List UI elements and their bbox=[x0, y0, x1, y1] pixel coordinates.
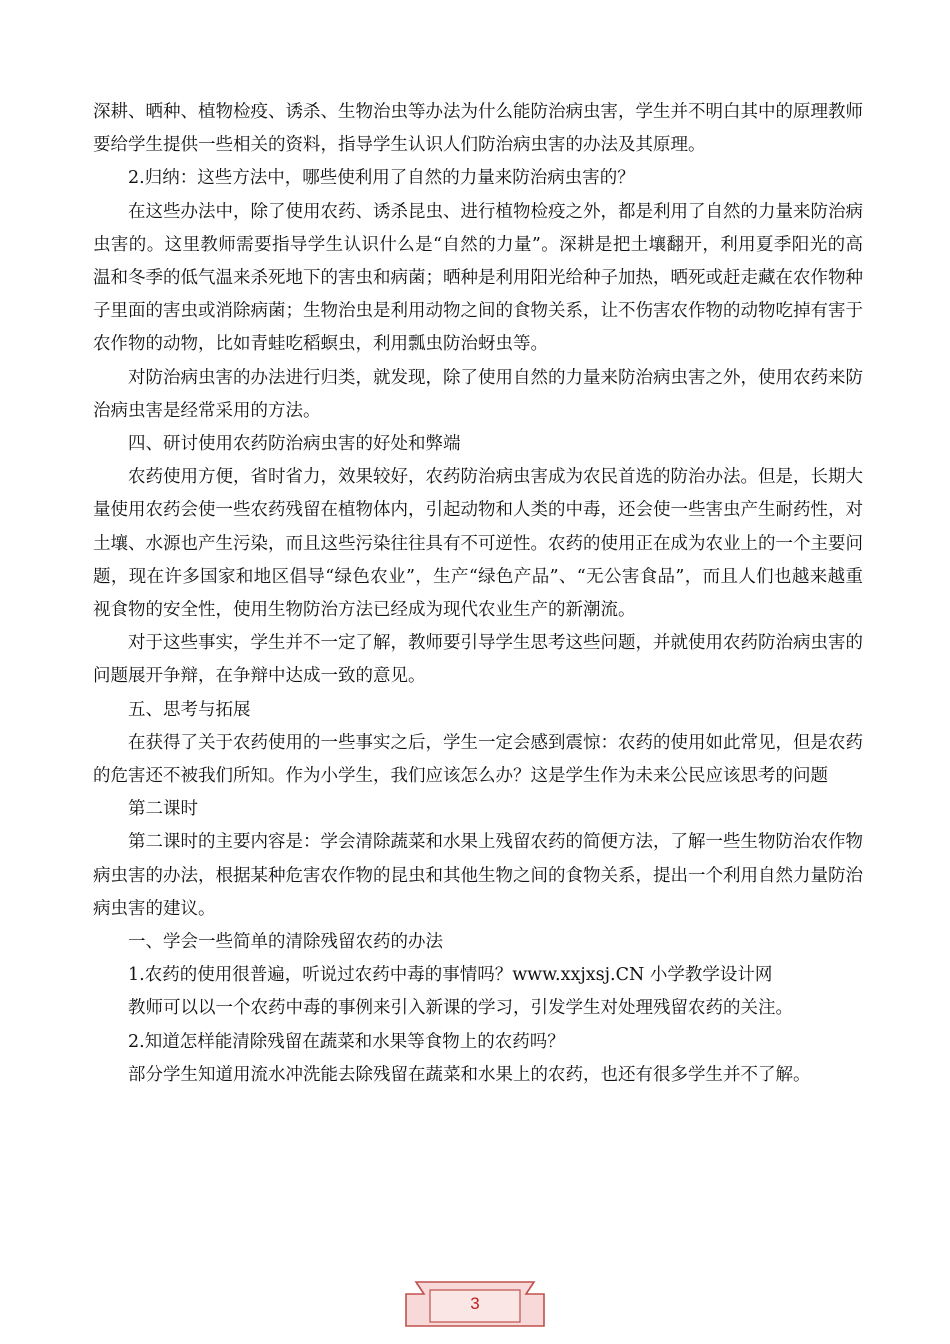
section-heading-1: 一、学会一些简单的清除残留农药的办法 bbox=[128, 932, 443, 953]
paragraph-11: 第二课时的主要内容是：学会清除蔬菜和水果上残留农药的简便方法，了解一些生物防治农作物病虫害的办法，根据某种危害农作物的昆虫和其他生物之间的食物关系，提出一个利用自然力量防治病虫害的建议。 bbox=[93, 832, 863, 919]
page-number-badge bbox=[404, 1276, 546, 1332]
section-heading-5: 五、思考与拓展 bbox=[128, 699, 251, 720]
paragraph-2: 2.归纳：这些方法中，哪些使利用了自然的力量来防治病虫害的？ bbox=[128, 168, 635, 189]
paragraph-9: 在获得了关于农药使用的一些事实之后，学生一定会感到震惊：农药的使用如此常见，但是农药的危害还不被我们所知。作为小学生，我们应该怎么办？这是学生作为未来公民应该思考的问题 bbox=[93, 732, 863, 787]
paragraph-13: 1.农药的使用很普遍，听说过农药中毒的事情吗？www.xxjxsj.CN 小学教学设计网 bbox=[128, 965, 773, 986]
paragraph-4: 对防治病虫害的办法进行归类，就发现，除了使用自然的力量来防治病虫害之外，使用农药来防治病虫害是经常采用的方法。 bbox=[93, 367, 863, 421]
paragraph-6: 农药使用方便，省时省力，效果较好，农药防治病虫害成为农民首选的防治办法。但是，长期大量使用农药会使一些农药残留在植物体内，引起动物和人类的中毒，还会使一些害虫产生耐药性，对土壤、水源也产生污染，而且这些污染往往具有不可逆性。农药的使用正在成为农业上的一个主要问题，现在许多国家和地区倡导“绿色农业”，生产“绿色产品”、“无公害食品”，而且人们也越来越重视食物的安全性，使用生物防治方法已经成为现代农业生产的新潮流。 bbox=[93, 467, 863, 621]
paragraph-15: 2.知道怎样能清除残留在蔬菜和水果等食物上的农药吗？ bbox=[128, 1031, 565, 1052]
paragraph-3: 在这些办法中，除了使用农药、诱杀昆虫、进行植物检疫之外，都是利用了自然的力量来防治病虫害的。这里教师需要指导学生认识什么是“自然的力量”。深耕是把土壤翻开，利用夏季阳光的高温和冬季的低气温来杀死地下的害虫和病菌；晒种是利用阳光给种子加热，晒死或赶走藏在农作物种子里面的害虫或消除病菌；生物治虫是利用动物之间的食物关系，让不伤害农作物的动物吃掉有害于农作物的动物，比如青蛙吃稻螟虫，利用瓢虫防治蚜虫等。 bbox=[93, 201, 863, 355]
paragraph-16: 部分学生知道用流水冲洗能去除残留在蔬菜和水果上的农药，也还有很多学生并不了解。 bbox=[128, 1064, 811, 1085]
page-number: 3 bbox=[470, 1294, 480, 1313]
paragraph-7: 对于这些事实，学生并不一定了解，教师要引导学生思考这些问题，并就使用农药防治病虫害的问题展开争辩，在争辩中达成一致的意见。 bbox=[93, 633, 863, 687]
paragraph-1: 深耕、晒种、植物检疫、诱杀、生物治虫等办法为什么能防治病虫害，学生并不明白其中的原理教师要给学生提供一些相关的资料，指导学生认识人们防治病虫害的办法及其原理。 bbox=[93, 102, 863, 156]
section-heading-4: 四、研讨使用农药防治病虫害的好处和弊端 bbox=[128, 434, 461, 455]
lesson-heading-2: 第二课时 bbox=[128, 799, 198, 820]
paragraph-14: 教师可以以一个农药中毒的事例来引入新课的学习，引发学生对处理残留农药的关注。 bbox=[128, 998, 793, 1019]
document-body bbox=[93, 96, 863, 1092]
